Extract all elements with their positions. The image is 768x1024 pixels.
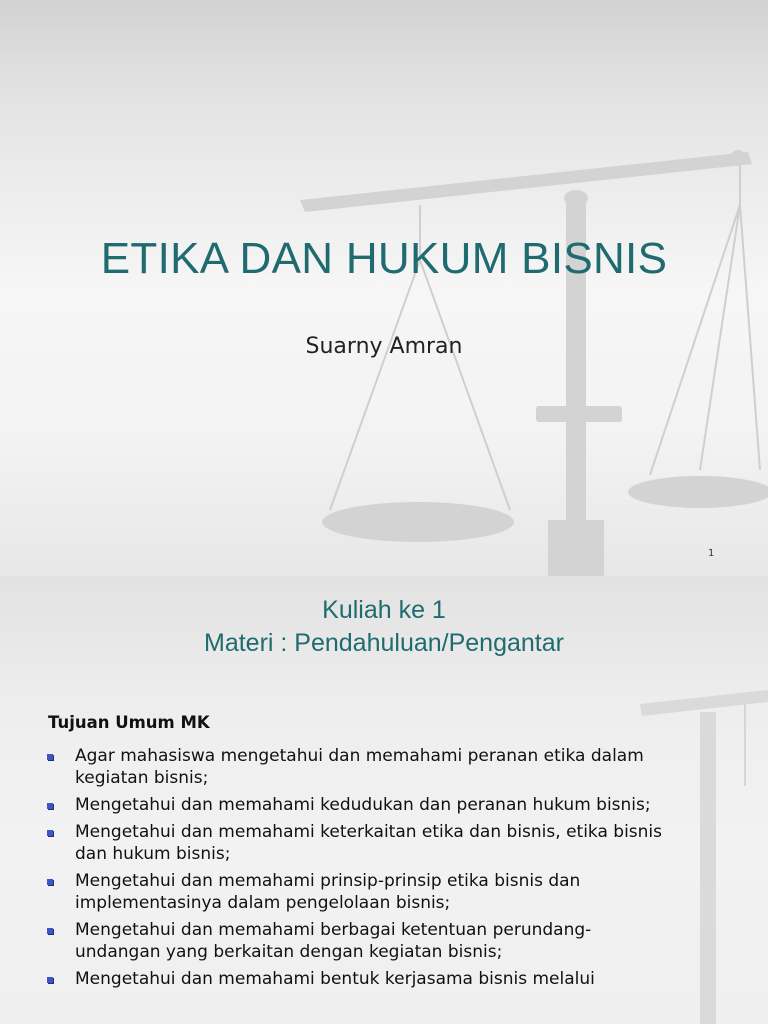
list-item xyxy=(46,919,746,963)
list-item xyxy=(46,794,746,816)
slide-2-title xyxy=(0,594,768,660)
list-item-text: implementasinya dalam pengelolaan bisnis; xyxy=(75,893,451,913)
list-item-text: dan hukum bisnis; xyxy=(75,844,231,864)
lecture-topic: Materi : Pendahuluan/Pengantar xyxy=(204,629,564,657)
list-item-text: Mengetahui dan memahami keterkaitan etika dan bisnis, etika bisnis xyxy=(75,822,663,842)
list-item-text: Mengetahui dan memahami kedudukan dan peranan hukum bisnis; xyxy=(75,795,651,815)
square-bullet-icon xyxy=(47,754,53,760)
list-item-text: Mengetahui dan memahami berbagai ketentuan perundang- xyxy=(75,920,592,940)
list-item xyxy=(46,821,746,865)
list-item-text: Mengetahui dan memahami prinsip-prinsip etika bisnis dan xyxy=(75,871,581,891)
square-bullet-icon xyxy=(47,977,53,983)
slide-subtitle: Suarny Amran xyxy=(305,334,463,359)
page-number: 1 xyxy=(708,548,715,559)
lecture-number: Kuliah ke 1 xyxy=(322,596,446,624)
square-bullet-icon xyxy=(47,879,53,885)
list-item-text: Agar mahasiswa mengetahui dan memahami peranan etika dalam xyxy=(75,746,644,766)
slide-2 xyxy=(0,576,768,1024)
square-bullet-icon xyxy=(47,803,53,809)
list-item xyxy=(46,870,746,914)
list-item xyxy=(46,968,746,990)
list-item-text: kegiatan bisnis; xyxy=(75,768,209,788)
section-heading: Tujuan Umum MK xyxy=(48,713,210,732)
square-bullet-icon xyxy=(47,830,53,836)
list-item-text: Mengetahui dan memahami bentuk kerjasama bisnis melalui xyxy=(75,969,595,989)
slide-title: ETIKA DAN HUKUM BISNIS xyxy=(100,234,668,283)
square-bullet-icon xyxy=(47,928,53,934)
objectives-list xyxy=(46,745,746,995)
list-item-text: undangan yang berkaitan dengan kegiatan bisnis; xyxy=(75,942,503,962)
list-item xyxy=(46,745,746,789)
